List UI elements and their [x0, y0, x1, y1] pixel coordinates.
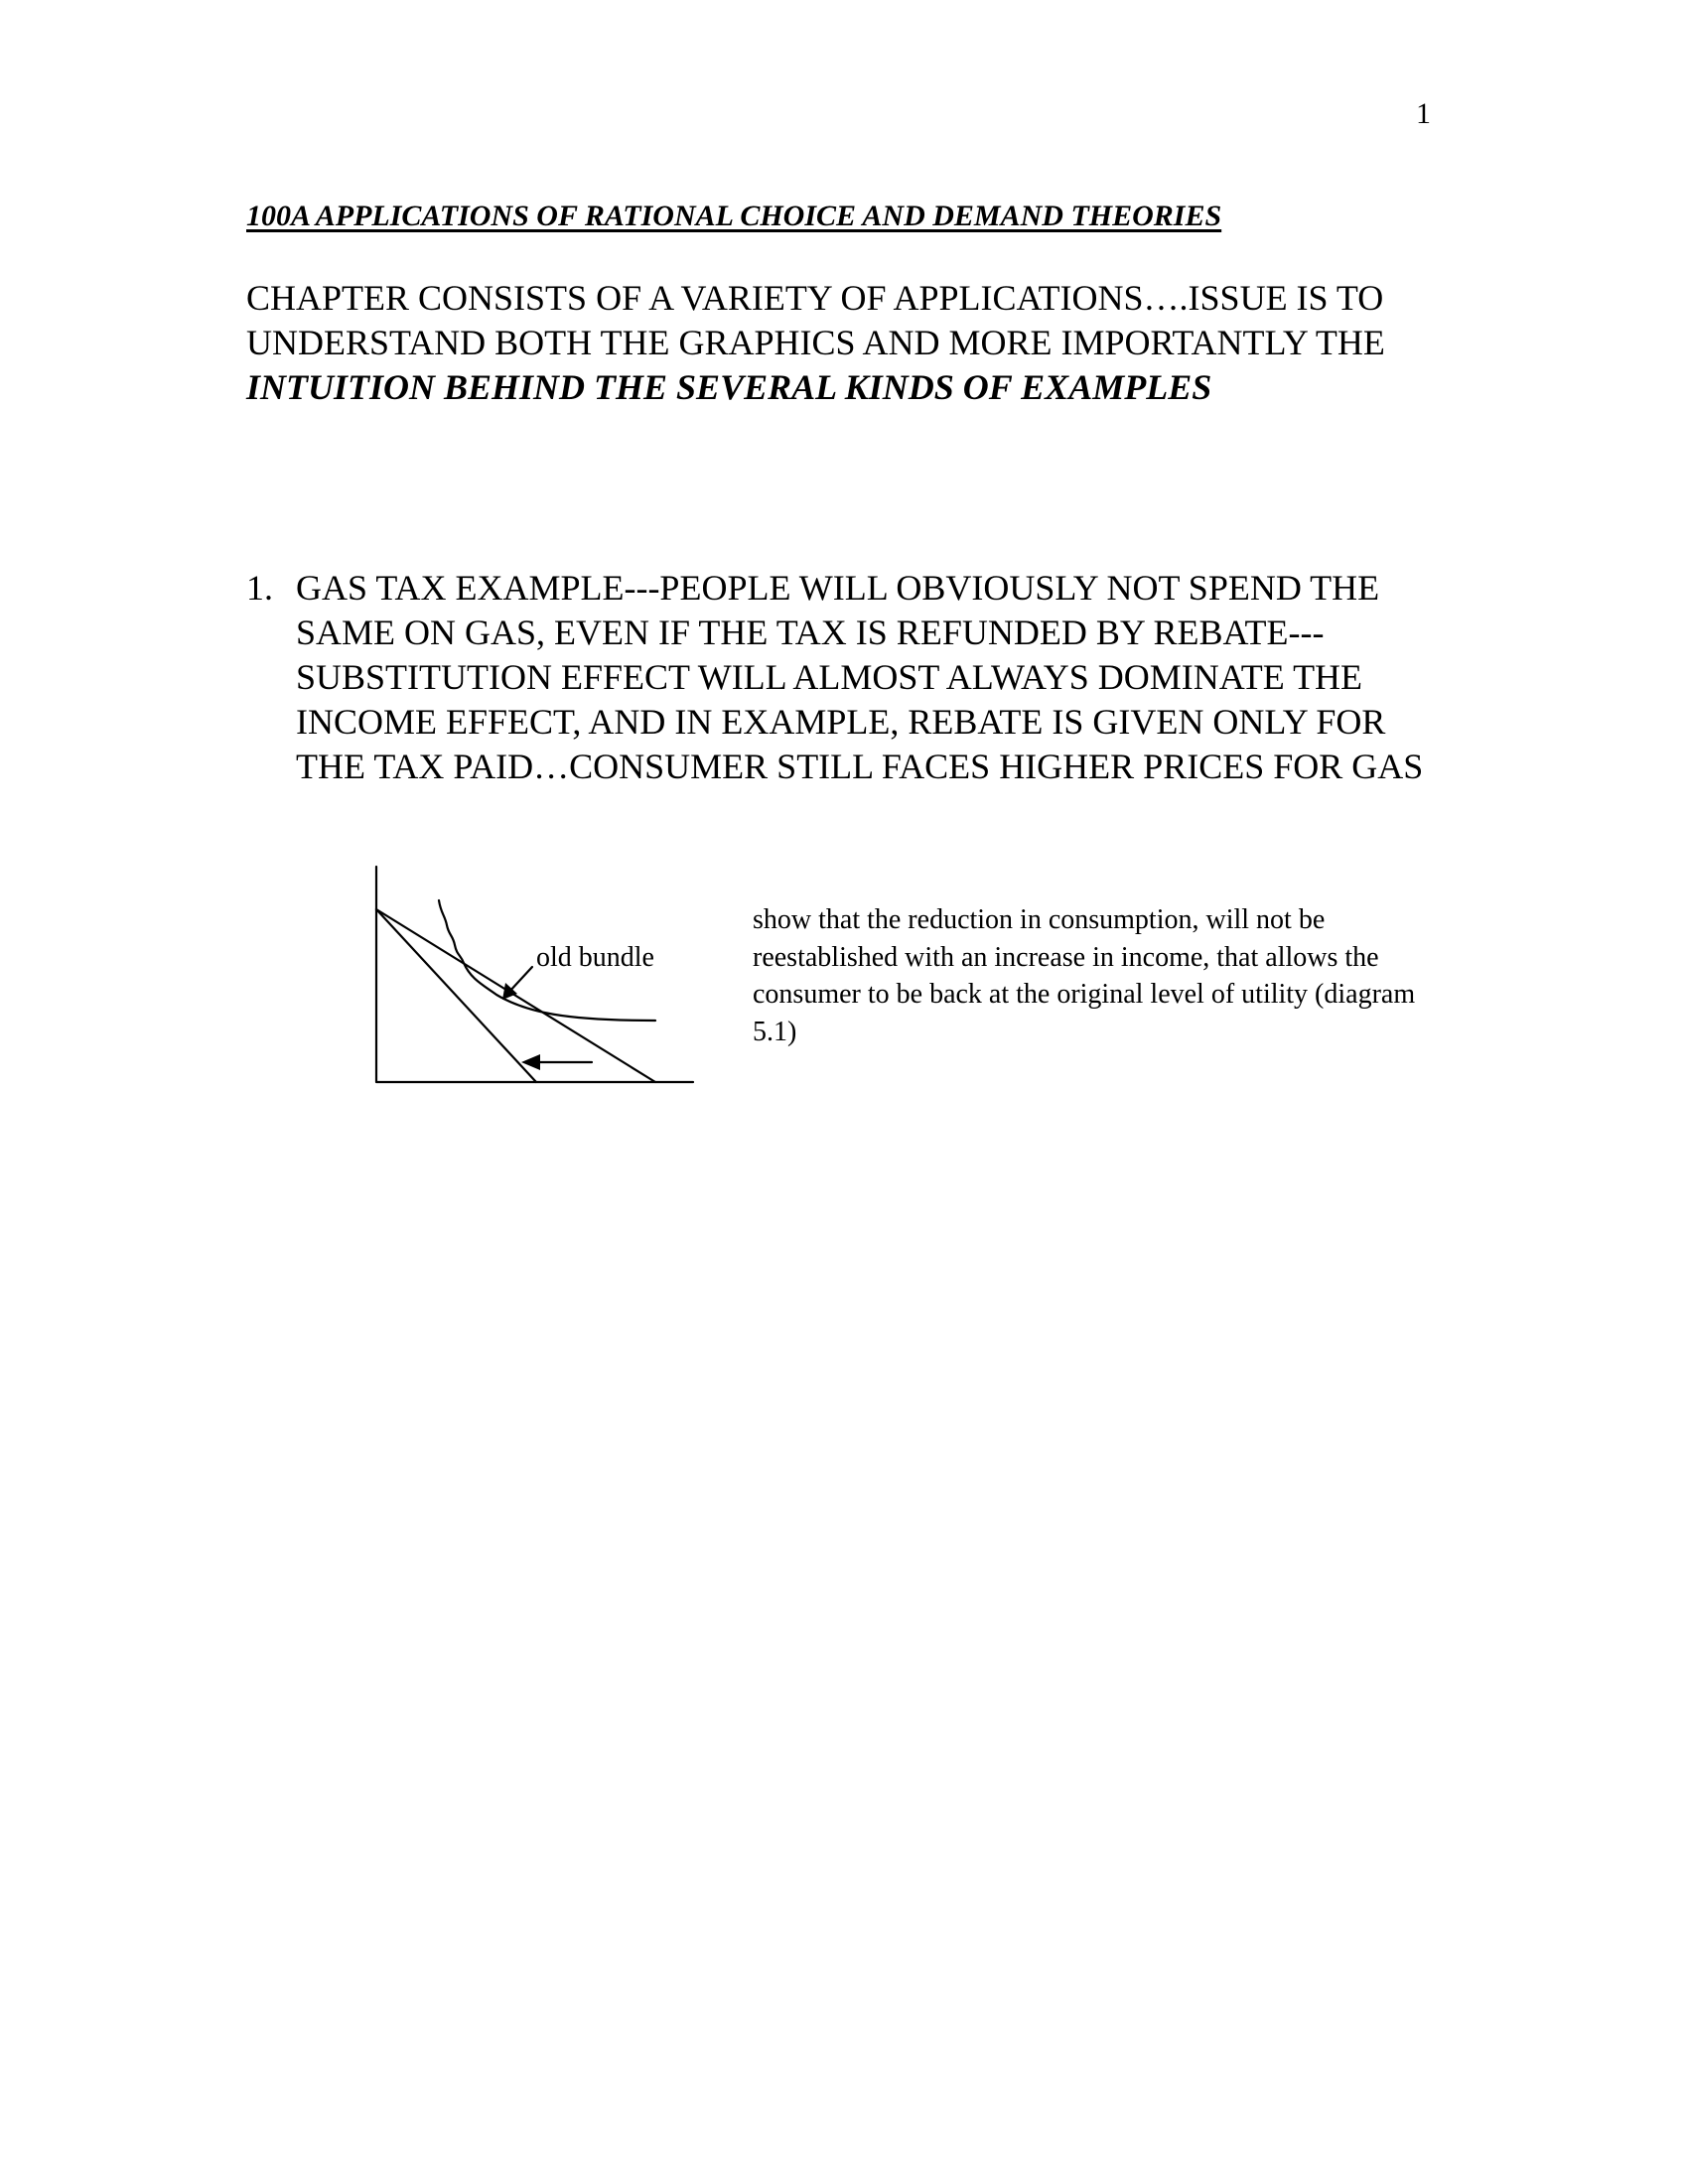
intro-emphasis: INTUITION BEHIND THE SEVERAL KINDS OF EXAMPLES [246, 367, 1212, 407]
diagram-caption: show that the reduction in consumption, will not be reestablished with an increase in income, that allows the consumer to be back at the original level of utility (diagram 5.1) [753, 904, 1416, 1047]
intro-text: CHAPTER CONSISTS OF A VARIETY OF APPLICATIONS….ISSUE IS TO UNDERSTAND BOTH THE GRAPHICS AND MORE IMPORTANTLY THE [246, 278, 1385, 362]
intro-paragraph [246, 276, 1468, 410]
budget-line-original [376, 909, 655, 1082]
page-number: 1 [1416, 97, 1431, 130]
section-1-text: GAS TAX EXAMPLE---PEOPLE WILL OBVIOUSLY NOT SPEND THE SAME ON GAS, EVEN IF THE TAX IS REFUNDED BY REBATE---SUBSTITUTION EFFECT WILL ALMOST ALWAYS DOMINATE THE INCOME EFFECT, AND IN EXAMPLE, REBATE IS GIVEN ONLY FOR THE TAX PAID…CONSUMER STILL FACES HIGHER PRICES FOR GAS [296, 568, 1424, 786]
section-1 [246, 566, 1458, 789]
diagram-label-old-bundle: old bundle [536, 942, 654, 973]
budget-constraint-diagram [367, 864, 705, 1092]
axes [376, 867, 693, 1082]
document-title: 100A APPLICATIONS OF RATIONAL CHOICE AND DEMAND THEORIES [246, 200, 1222, 232]
section-1-number: 1. [246, 568, 273, 608]
